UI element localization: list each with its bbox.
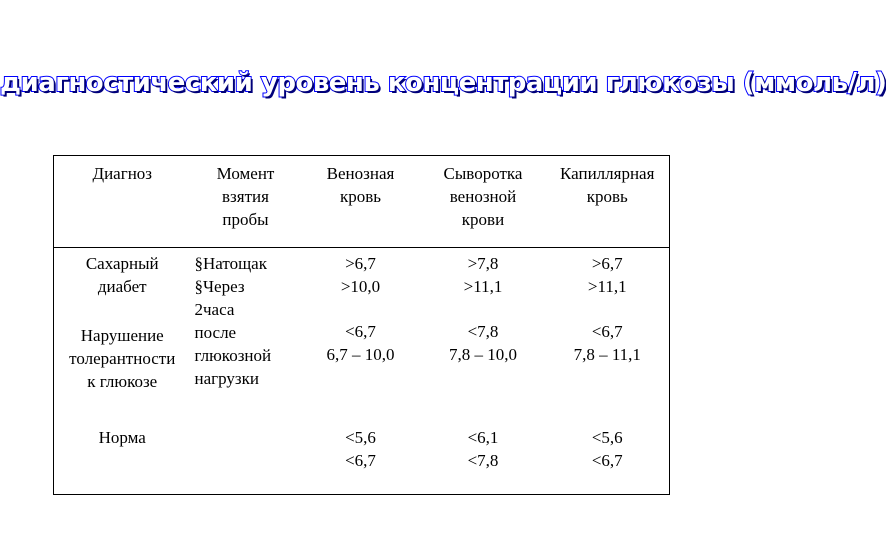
row-label-line: толерантности (69, 349, 176, 368)
cell-serum (421, 316, 546, 422)
header-venous-line-2: кровь (339, 187, 382, 206)
cell-value: >7,8 (467, 254, 499, 273)
cell-value: <6,7 (345, 322, 376, 341)
cell-venous (301, 316, 421, 422)
table-row (54, 248, 670, 317)
cell-value: <5,6 (345, 428, 376, 447)
header-diagnosis-text: Диагноз (92, 164, 153, 183)
cell-venous (301, 422, 421, 495)
header-diagnosis (54, 156, 191, 248)
moment-note-line: 2часа (194, 300, 235, 319)
cell-venous (301, 248, 421, 317)
row-label-line: диабет (97, 277, 147, 296)
cell-value: 7,8 – 10,0 (449, 345, 517, 364)
header-serum-line-3: крови (461, 210, 505, 229)
header-capillary-line-2: кровь (586, 187, 628, 206)
moment-note-line: §Через (194, 277, 245, 296)
header-capillary-line-1: Капиллярная (560, 164, 655, 183)
row-label-tolerance (54, 316, 191, 422)
slide-title: диагностический уровень концентрации глюкозы (ммоль/л) (0, 68, 886, 98)
moment-note-line: §Натощак (194, 254, 267, 273)
cell-value: <7,8 (467, 322, 499, 341)
cell-value: >11,1 (587, 277, 627, 296)
cell-value: <7,8 (467, 451, 499, 470)
cell-value: <6,7 (591, 451, 623, 470)
moment-note-line: глюкозной (194, 346, 272, 365)
moment-note-line: после (194, 323, 237, 342)
cell-value: >6,7 (345, 254, 376, 273)
header-moment-line-2: взятия (222, 187, 269, 206)
header-venous-line-1: Венозная (326, 164, 395, 183)
header-row (54, 156, 670, 248)
row-label-norm (54, 422, 191, 495)
cell-value: >11,1 (463, 277, 503, 296)
cell-capillary (546, 422, 670, 495)
cell-value: <6,7 (345, 451, 376, 470)
header-moment-line-1: Момент (216, 164, 275, 183)
header-capillary (546, 156, 670, 248)
row-label-line: к глюкозе (87, 372, 158, 391)
moment-note-line: нагрузки (194, 369, 259, 388)
cell-value: 6,7 – 10,0 (326, 345, 395, 364)
table-row (54, 422, 670, 495)
cell-value: <6,7 (591, 322, 623, 341)
header-venous (301, 156, 421, 248)
header-moment (191, 156, 301, 248)
row-label-diabetes (54, 248, 191, 317)
cell-value: 7,8 – 11,1 (573, 345, 641, 364)
row-label-line: Нарушение (80, 326, 164, 345)
row-label-line: Норма (98, 428, 146, 447)
header-serum-line-1: Сыворотка (443, 164, 523, 183)
cell-value: >10,0 (340, 277, 381, 296)
cell-capillary (546, 248, 670, 317)
cell-capillary (546, 316, 670, 422)
cell-value: <5,6 (591, 428, 623, 447)
moment-note-cell (191, 248, 301, 495)
row-label-line: Сахарный (85, 254, 159, 273)
cell-serum (421, 248, 546, 317)
cell-serum (421, 422, 546, 495)
table-row (54, 316, 670, 422)
cell-value: <6,1 (467, 428, 499, 447)
header-serum (421, 156, 546, 248)
header-serum-line-2: венозной (449, 187, 517, 206)
header-moment-line-3: пробы (222, 210, 269, 229)
cell-value: >6,7 (591, 254, 623, 273)
glucose-table (53, 155, 670, 495)
